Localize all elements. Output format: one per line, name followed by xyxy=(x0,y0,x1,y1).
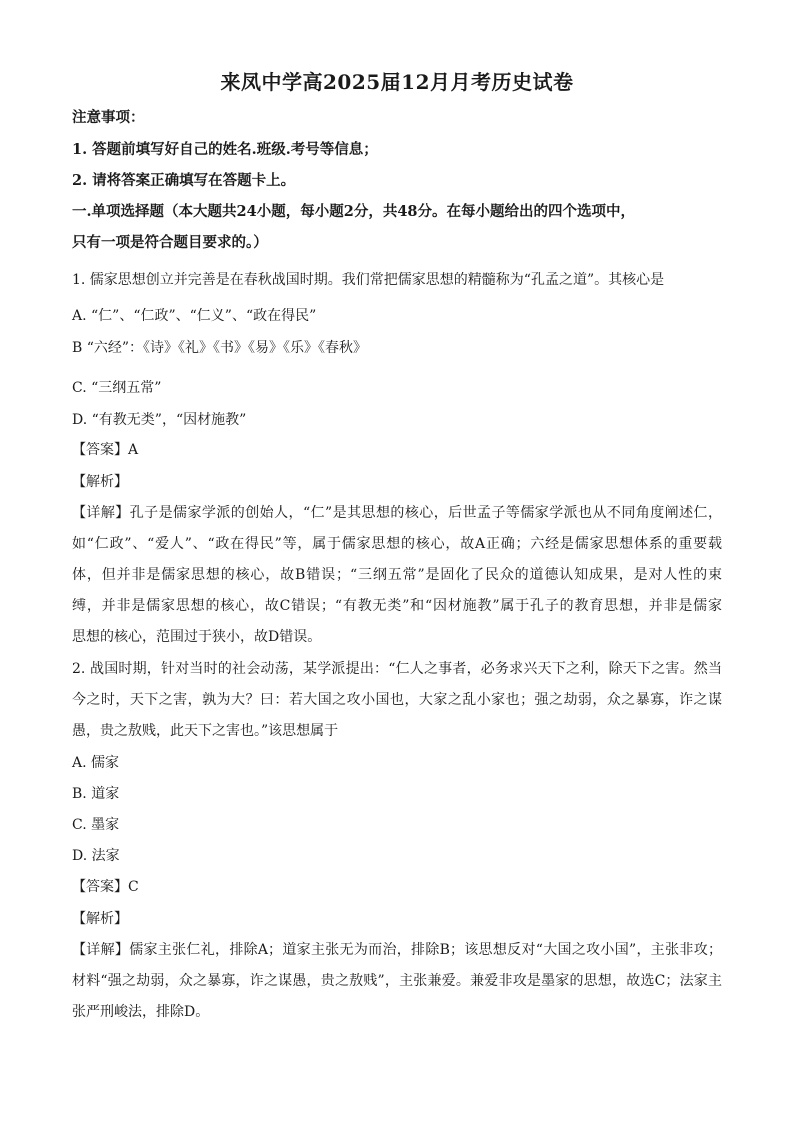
notes-item-2: 2. 请将答案正确填写在答题卡上。 xyxy=(72,172,296,189)
q1-detail-line: 体，但并非是儒家思想的核心，故B错误；“三纲五常”是固化了民众的道德认知成果，是对人性的束 xyxy=(72,567,722,583)
q1-option-d: D. “有教无类”，“因材施教” xyxy=(72,412,247,428)
q2-stem-line: 愚，贵之敖贱，此天下之害也。”该思想属于 xyxy=(72,723,339,739)
q2-detail-line: 张严刑峻法，排除D。 xyxy=(72,1004,210,1020)
section-heading-line1: 一.单项选择题（本大题共24小题，每小题2分，共48分。在每小题给出的四个选项中， xyxy=(72,203,635,220)
notes-item-1: 1. 答题前填写好自己的姓名.班级.考号等信息； xyxy=(72,141,378,158)
q2-option-a: A. 儒家 xyxy=(72,755,120,771)
q1-detail-line: 【详解】孔子是儒家学派的创始人，“仁”是其思想的核心，后世孟子等儒家学派也从不同角度阐述仁， xyxy=(72,505,722,521)
q1-detail-line: 思想的核心，范围过于狭小，故D错误。 xyxy=(72,629,322,645)
q1-option-c: C. “三纲五常” xyxy=(72,380,162,396)
q1-stem: 1. 儒家思想创立并完善是在春秋战国时期。我们常把儒家思想的精髓称为“孔孟之道”。其核心是 xyxy=(72,272,665,288)
q2-analysis-label: 【解析】 xyxy=(72,911,128,927)
q2-option-d: D. 法家 xyxy=(72,848,120,864)
q2-detail-line: 【详解】儒家主张仁礼，排除A；道家主张无为而治，排除B；该思想反对“大国之攻小国”，主张非攻； xyxy=(72,942,722,958)
q2-detail-line: 材料“强之劫弱，众之暴寡，诈之谋愚，贵之敖贱”，主张兼爱。兼爱非攻是墨家的思想，故选C；法家主 xyxy=(72,973,722,989)
q1-detail-line: 如“仁政”、“爱人”、“政在得民”等，属于儒家思想的核心，故A正确；六经是儒家思想体系的重要载 xyxy=(72,536,722,552)
exam-title: 来凤中学高2025届12月月考历史试卷 xyxy=(220,70,574,94)
q2-answer: 【答案】C xyxy=(72,879,139,895)
q1-detail-line: 缚，并非是儒家思想的核心，故C错误；“有教无类”和“因材施教”属于孔子的教育思想，并非是儒家 xyxy=(72,598,722,614)
q2-option-b: B. 道家 xyxy=(72,786,120,802)
notes-heading: 注意事项： xyxy=(72,109,145,126)
q1-option-b: B “六经”：《诗》《礼》《书》《易》《乐》《春秋》 xyxy=(72,340,368,356)
q1-option-a: A. “仁”、“仁政”、“仁义”、“政在得民” xyxy=(72,308,317,324)
q2-stem-line: 2. 战国时期，针对当时的社会动荡，某学派提出：“仁人之事者，必务求兴天下之利，除天下之害。然当 xyxy=(72,661,722,677)
q2-option-c: C. 墨家 xyxy=(72,817,120,833)
q1-answer: 【答案】A xyxy=(72,442,139,458)
section-heading-line2: 只有一项是符合题目要求的。） xyxy=(72,234,268,251)
q2-stem-line: 今之时，天下之害，孰为大？曰：若大国之攻小国也，大家之乱小家也；强之劫弱，众之暴寡，诈之谋 xyxy=(72,692,722,708)
q1-analysis-label: 【解析】 xyxy=(72,474,128,490)
